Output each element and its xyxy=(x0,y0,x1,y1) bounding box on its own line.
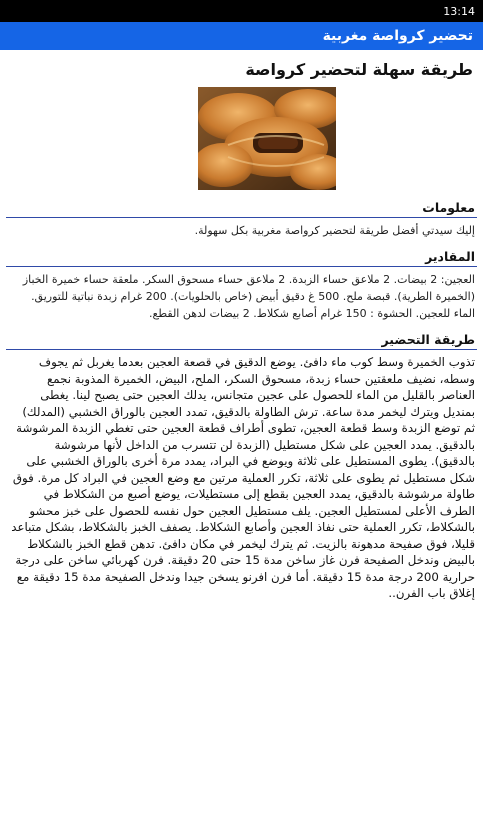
section-heading: طريقة التحضير xyxy=(6,332,477,350)
section-body: إليك سيدتي أفضل طريقة لتحضير كرواصة مغربية بكل سهولة. xyxy=(194,224,475,237)
section-info xyxy=(6,200,477,239)
section-body: العجين: 2 بيضات. 2 ملاعق حساء الزبدة. 2 ملاعق حساء مسحوق السكر. ملعقة حساء خميرة الخباز (الخميرة الطرية). قبصة ملح. 500 غ دقيق أبيض (خاص بالحلويات). 200 غرام زبدة نباتية للتوريق. الماء للعجين. الحشوة : 150 غرام أصابع شكلاط. 2 بيضات لدهن القطع. xyxy=(22,273,475,320)
section-ingredients xyxy=(6,249,477,322)
app-title: تحضير كرواصة مغربية xyxy=(322,28,473,44)
section-preparation xyxy=(6,332,477,602)
status-time: 13:14 xyxy=(443,4,475,18)
croissant-photo-icon xyxy=(198,87,336,190)
section-heading: معلومات xyxy=(6,200,477,218)
section-body: تذوب الخميرة وسط كوب ماء دافئ. يوضع الدقيق في قصعة العجين بعدما يغربل ثم يجوف وسطه، نضيف ملعقتين حساء زبدة، مسحوق السكر، الملح، البيض، الخميرة المذوبة نجمع العناصر بالقليل من الماء للحصول على عجين متجانس، يدلك العجين حتى يصبح لينا. يغطى بمنديل ويترك ليخمر مدة ساعة. ترش الطاولة بالدقيق، تمدد العجين بالوراق الخشبي (المدلك) ثم توضع الزبدة وسط قطعة العجين، تطوى أطراف قطعة العجين حتى تغطي الزبدة المرشوشة بالدقيق. يمدد العجين على شكل مستطيل (الزبدة لن تتسرب من الداخل لأنها مرشوشة بالدقيق). يطوى المستطيل على ثلاثة ويوضع في البراد، يمدد مرة أخرى بالوراق الخشبي على شكل مستطيل ثم يطوى على ثلاثة، تكرر العملية مرتين مع وضع العجين في البراد كل مرة. فوق طاولة مرشوشة بالدقيق، يمدد العجين بقطع إلى مستطيلات، يوضع أصبع من الشكلاط في الطرف الأعلى لمستطيل العجين. يلف مستطيل العجين حول نفسه للحصول على خبز محشو بالشكلاط، تكرر العملية حتى نفاذ العجين وأصابع الشكلاط. يصفف الخبز بالشكلاط، بشكل متباعد قليلا، فوق صفيحة مدهونة بالزيت. ثم يترك ليخمر في مكان دافئ. تدهن قطع الخبز بالشكلاط بالبيض وندخل الصفيحة فرن غاز ساخن مدة 15 حتى 20 دقيقة. فرن كهربائي ساخن على درجة حرارية 200 درجة مدة 15 دقيقة. أما فرن افرنو يسخن جيدا وندخل الصفيحة مدة 15 دقيقة مع إغلاق باب الفرن.. xyxy=(11,355,475,600)
article-title: طريقة سهلة لتحضير كرواصة xyxy=(245,60,473,79)
article xyxy=(0,60,483,602)
hero-image-container xyxy=(6,87,477,190)
app-bar xyxy=(0,22,483,50)
status-bar xyxy=(0,0,483,22)
section-heading: المقادير xyxy=(6,249,477,267)
